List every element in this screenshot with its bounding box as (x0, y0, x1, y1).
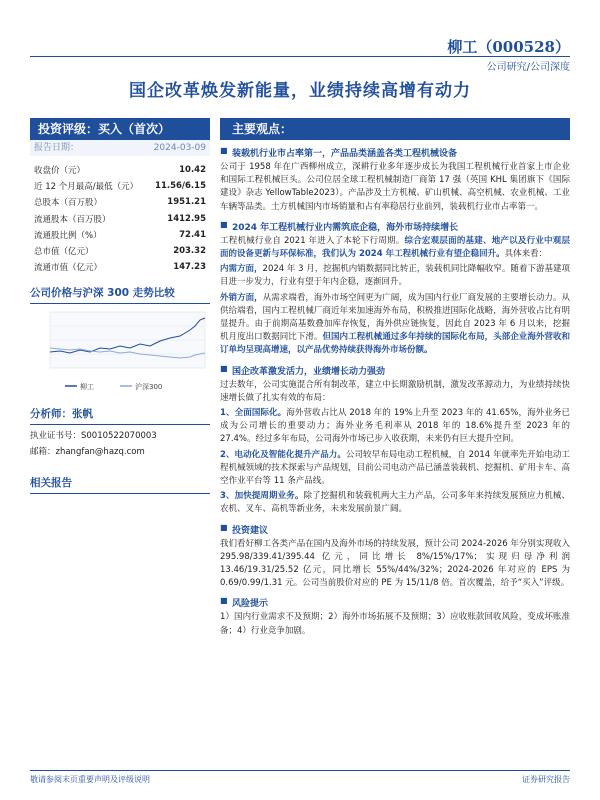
subheading: 外销方面， (220, 292, 263, 303)
text-run: 从需求端看，海外市场空间更为广阔，成为国内行业厂商发展的主要增长动力。从供给端看，国内工程机械厂商近年来加速海外布局，积极推进国际化战略，海外营收占比有明显提升。由于前期高基数叠加库存恢复，海外供应链恢复，因此自 2023 年 6 月以来，挖掘机月度出口数据同比下滑。 (220, 292, 570, 343)
subheading: 3、加快提周期业务。 (220, 491, 304, 502)
table-row (30, 259, 210, 275)
stat-label: 近 12 个月最高/最低（元） (34, 182, 139, 193)
section-divider (30, 424, 210, 425)
paragraph: 1）国内行业需求不及预期；2）海外市场拓展不及预期；3）应收账款回收风险，变成坏账准备；4）行业竞争加剧。 (220, 612, 570, 636)
footer-disclaimer: 敬请参阅末页重要声明及评级说明 (30, 775, 150, 784)
report-title: 国企改革焕发新能量，业绩持续高增有动力 (129, 81, 471, 101)
bullet-heading: ■ 风险提示 (220, 596, 570, 609)
stat-label: 总股本（百万股） (34, 198, 103, 209)
table-row (30, 194, 210, 210)
stat-label: 流通市值（亿元） (34, 263, 103, 274)
legend-label-hs300: 沪深300 (135, 383, 163, 392)
page-header (0, 0, 600, 72)
paragraph (220, 490, 570, 516)
text-run: 除了挖掘机和装载机两大主力产品，公司多年来持续发展预应力机械、农机、叉车、高机等新业务，未来发展前景广阔。 (220, 491, 570, 515)
footer-divider (30, 770, 570, 771)
stock-stats-table (30, 162, 210, 275)
emphasis-text: 但国内工程机械通过多年持续的国际化布局，头部企业海外营收和订单均呈现高增速，以产品优势持续获得海外市场份额。 (220, 332, 570, 356)
paragraph (220, 292, 570, 358)
price-chart-svg (30, 308, 210, 394)
left-sidebar (30, 118, 210, 494)
main-views (220, 118, 570, 638)
header-divider (30, 56, 570, 57)
table-row (30, 162, 210, 178)
license-number: 执业证书号：S0010522070003 (30, 431, 157, 442)
table-row (30, 211, 210, 227)
stat-value: 1951.21 (167, 197, 206, 208)
stat-value: 1412.95 (167, 213, 206, 224)
company-name: 柳工（000528） (447, 38, 570, 56)
date-label: 报告日期： (34, 143, 80, 153)
section-divider (30, 493, 210, 494)
analyst-name: 分析师：张帆 (30, 408, 93, 421)
paragraph (220, 449, 570, 489)
legend-label-liugong: 柳工 (80, 383, 94, 392)
stat-label: 流通股比例（%） (34, 230, 102, 241)
subheading: 内需方面， (220, 264, 263, 275)
text-run: 海外营收占比从 2018 年的 19%上升至 2023 年的 41.65%，海外业务已成为公司增长的重要动力；海外业务毛利率从 2018 年的 18.6%提升至 2023 年的 27.4%。经过多年布局，公司海外市场已步入收获期，未来仍有巨大提升空间。 (220, 408, 571, 445)
subheading: 2、电动化及智能化提升产品力。 (220, 449, 346, 460)
stat-value: 147.23 (173, 262, 206, 273)
text-run: 2024 年 3 月，挖掘机内销数据同比转正，装载机同比降幅收窄。随着下游基建项目进一步发力，行业有望于年内企稳，逐渐回升。 (220, 264, 570, 288)
paragraph (220, 263, 570, 289)
stat-label: 流通股本（百万股） (34, 214, 111, 225)
section-divider (30, 303, 210, 304)
paragraph (220, 407, 570, 447)
bullet-heading: ■ 投资建议 (220, 523, 570, 536)
main-views-title: 主要观点： (220, 118, 570, 140)
stat-value: 72.41 (179, 229, 206, 240)
text-run: 工程机械行业自 2021 年进入了本轮下行周期。 (220, 235, 405, 246)
related-reports-title: 相关报告 (30, 477, 72, 490)
paragraph: 公司于 1958 年在广西柳州成立，深耕行业多年逐步成长为我国工程机械行业首家上市企业和国际工程机械巨头。公司位居全球工程机械制造厂商第 17 强（英国 KHL 集团旗下《国际建设》杂志 YellowTable2023）。产品涉及土方机械、矿山机械、高空机械、农业机械、工业车辆等品类。土方机械国内市场销量和占有率稳居行业前列，装载机行业市占率第一。 (220, 162, 570, 212)
footer-label: 证券研究报告 (522, 775, 570, 784)
date-value: 2024-03-09 (153, 143, 206, 153)
table-row (30, 227, 210, 243)
text-run: 具体来看： (504, 249, 548, 260)
paragraph: 过去数年，公司实施混合所有制改革，建立中长期激励机制，激发改革源动力，为业绩持续快速增长做了扎实有效的布局： (220, 379, 570, 403)
stat-label: 总市值（亿元） (34, 247, 94, 258)
stat-value: 203.32 (173, 246, 206, 257)
analyst-email: 邮箱：zhangfan@hazq.com (30, 447, 145, 458)
report-date-row (30, 140, 210, 156)
bullet-heading: ■ 2024 年工程机械行业内需筑底企稳，海外市场持续增长 (220, 220, 570, 233)
bullet-heading: ■ 国企改革激发活力，业绩增长动力强劲 (220, 364, 570, 377)
subheading: 1、全面国际化。 (220, 408, 287, 419)
text-run: 公司较早布局电动工程机械，自 2014 年就率先开始电动工程机械领域的技术探索与产品规划，目前公司电动产品已涵盖装载机、挖掘机、矿用卡车、高空作业平台等 11 条产品线。 (220, 449, 570, 487)
stat-value: 10.42 (179, 165, 206, 176)
paragraph: 我们看好柳工各类产品在国内及海外市场的持续发展，预计公司 2024-2026 年分别实现收入 295.98/339.41/395.44 亿元，同比增长 8%/15%/17%；实现归母净利润 13.46/19.31/25.52 亿元，同比增长 55%/44%/32%；2024-2026 年对应的 EPS 为 0.69/0.99/1.31 元。公司当前股价对应的 PE 为 15/11/8 倍。首次覆盖，给予“买入”评级。 (220, 538, 570, 589)
stat-label: 收盘价（元） (34, 166, 86, 177)
paragraph (220, 235, 570, 261)
price-comparison-chart (30, 308, 210, 394)
stat-value: 11.56/6.15 (155, 181, 206, 192)
table-row (30, 178, 210, 194)
emphasis-text: 综合宏观层面的基建、地产以及行业中观层面的设备更新与环保标准，我们认为 2024 年工程机械行业有望企稳回升。 (220, 235, 570, 260)
rating-bar: 投资评级：买入（首次） (30, 118, 210, 140)
bullet-heading: ■ 装载机行业市占率第一，产品品类涵盖各类工程机械设备 (220, 146, 570, 159)
chart-title: 公司价格与沪深 300 走势比较 (30, 287, 175, 300)
table-row (30, 243, 210, 259)
report-type: 公司研究/公司深度 (486, 62, 570, 73)
